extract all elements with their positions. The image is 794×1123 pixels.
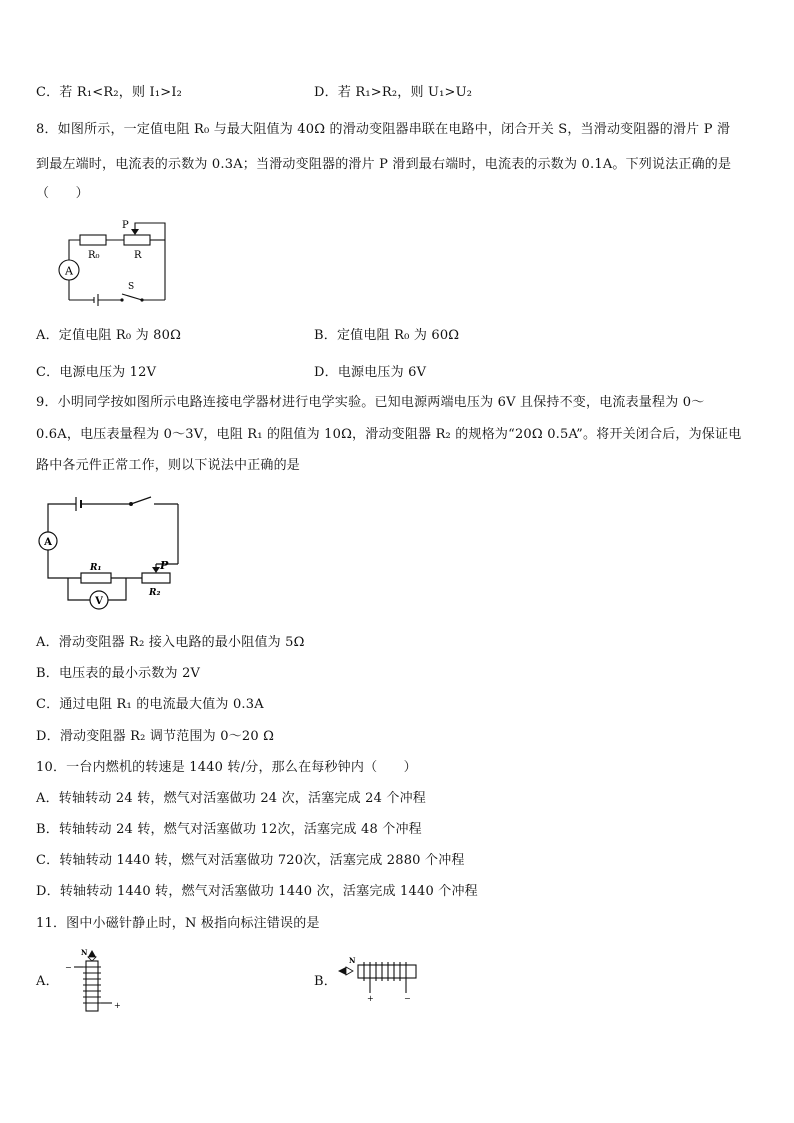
q10-option-b: B．转轴转动 24 转，燃气对活塞做功 12次，活塞完成 48 个冲程 <box>36 822 422 837</box>
q10-option-a: A．转轴转动 24 转，燃气对活塞做功 24 次，活塞完成 24 个冲程 <box>36 791 427 806</box>
q11-stem: 11．图中小磁针静止时，N 极指向标注错误的是 <box>36 916 320 931</box>
q9-option-d: D．滑动变阻器 R₂ 调节范围为 0～20 Ω <box>36 729 275 744</box>
q9-stem-line3: 路中各元件正常工作，则以下说法中正确的是 <box>36 458 301 473</box>
q11-option-a-label: A． <box>36 974 59 989</box>
q8-ammeter-label: A <box>65 264 73 278</box>
q9-option-b: B．电压表的最小示数为 2V <box>36 666 201 681</box>
q11-figure-a-solenoid <box>60 945 122 1017</box>
q11-b-plus-label: + <box>367 994 374 1003</box>
q8-stem-line1: 8．如图所示，一定值电阻 R₀ 与最大阻值为 40Ω 的滑动变阻器串联在电路中，闭合开关 S，当滑动变阻器的滑片 P 滑 <box>36 122 731 137</box>
q11-b-n-label: N <box>349 956 356 965</box>
q11-b-compass-needle <box>338 967 346 975</box>
q11-b-minus-label: − <box>404 994 411 1003</box>
q8-r-label: R <box>134 250 142 261</box>
q9-r1-label: R₁ <box>90 563 102 573</box>
q11-a-plus-label: + <box>114 1001 121 1010</box>
q9-r2-label: R₂ <box>149 588 161 598</box>
q8-p-label: P <box>122 220 129 231</box>
q11-a-minus-label: − <box>65 963 72 972</box>
q9-p-label: P <box>160 559 169 572</box>
q8-option-a: A．定值电阻 R₀ 为 80Ω <box>36 328 182 343</box>
q9-switch <box>131 497 151 504</box>
q11-figure-b-solenoid <box>336 955 428 1003</box>
q8-option-d: D．电源电压为 6V <box>314 365 427 380</box>
q9-voltmeter-label: V <box>95 596 103 607</box>
q8-r-resistor <box>124 235 150 245</box>
q9-option-c: C．通过电阻 R₁ 的电流最大值为 0.3A <box>36 697 264 712</box>
q8-r0-label: R₀ <box>88 250 100 261</box>
q8-stem-line2: 到最左端时，电流表的示数为 0.3A；当滑动变阻器的滑片 P 滑到最右端时，电流表的示数为 0.1A。下列说法正确的是 <box>36 157 732 172</box>
q7-option-c: C．若 R₁<R₂，则 I₁>I₂ <box>36 85 183 100</box>
q8-option-c: C．电源电压为 12V <box>36 365 157 380</box>
q8-switch <box>122 294 142 300</box>
q7-option-d: D．若 R₁>R₂，则 U₁>U₂ <box>314 85 473 100</box>
q10-option-c: C．转轴转动 1440 转，燃气对活塞做功 720次，活塞完成 2880 个冲程 <box>36 853 465 868</box>
q9-ammeter-label: A <box>44 537 52 548</box>
q8-stem-line3: （ ） <box>36 186 89 201</box>
q8-r0-resistor <box>80 235 106 245</box>
q10-stem: 10．一台内燃机的转速是 1440 转/分，那么在每秒钟内（ ） <box>36 760 417 775</box>
q9-r1-resistor <box>81 573 111 583</box>
q9-r2-resistor <box>142 573 170 583</box>
q8-circuit-diagram <box>50 215 175 307</box>
q9-option-a: A．滑动变阻器 R₂ 接入电路的最小阻值为 5Ω <box>36 635 305 650</box>
q11-a-n-label: N <box>81 948 88 957</box>
q8-option-b: B．定值电阻 R₀ 为 60Ω <box>314 328 460 343</box>
q9-stem-line1: 9．小明同学按如图所示电路连接电学器材进行电学实验。已知电源两端电压为 6V 且保持不变，电流表量程为 0～ <box>36 395 705 410</box>
q9-circuit-diagram <box>36 494 184 614</box>
q9-stem-line2: 0.6A，电压表量程为 0～3V，电阻 R₁ 的阻值为 10Ω，滑动变阻器 R₂ 的规格为“20Ω 0.5A”。将开关闭合后，为保证电 <box>36 427 742 442</box>
q11-a-compass-needle <box>88 950 96 957</box>
q8-switch-label: S <box>128 282 135 292</box>
q10-option-d: D．转轴转动 1440 转，燃气对活塞做功 1440 次，活塞完成 1440 个冲程 <box>36 884 478 899</box>
q11-option-b-label: B． <box>314 974 337 989</box>
